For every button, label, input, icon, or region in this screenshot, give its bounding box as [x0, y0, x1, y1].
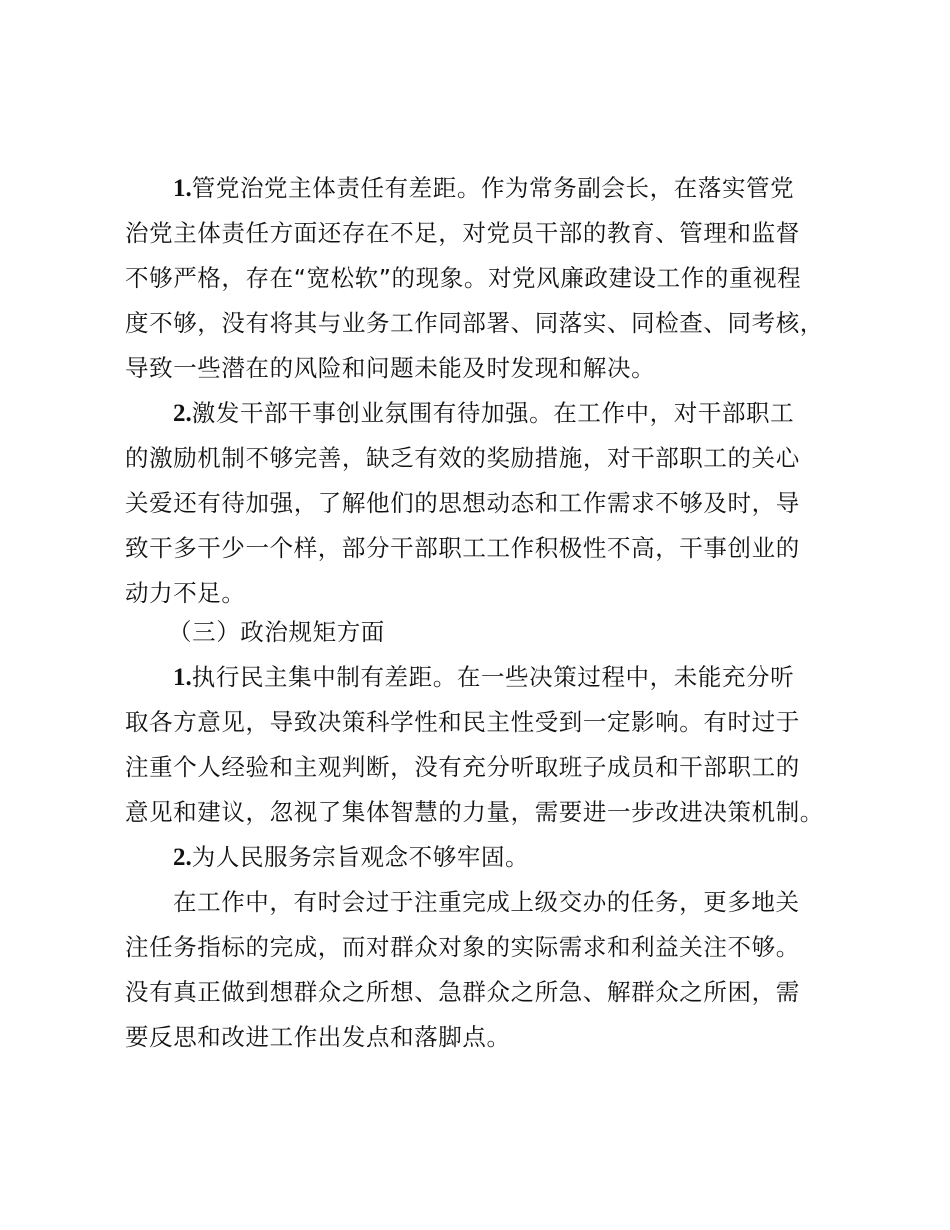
paragraph-5-line-3: 没有真正做到想群众之所想、急群众之所急、解群众之所困，需: [125, 978, 800, 1006]
paragraph-3-line-2: 取各方意见，导致决策科学性和民主性受到一定影响。有时过于: [125, 708, 800, 736]
paragraph-2-line-2: 的激励机制不够完善，缺乏有效的奖励措施，对干部职工的关心: [125, 444, 800, 472]
paragraph-2-line-3: 关爱还有待加强，了解他们的思想动态和工作需求不够及时，导: [125, 489, 800, 517]
paragraph-2-line-5: 动力不足。: [125, 579, 246, 607]
item-number: 2.: [173, 844, 192, 871]
section-heading: （三）政治规矩方面: [168, 618, 385, 646]
paragraph-2-line-1: 2.激发干部干事创业氛围有待加强。在工作中，对干部职工: [173, 399, 795, 427]
paragraph-1-line-4: 度不够，没有将其与业务工作同部署、同落实、同检查、同考核，: [125, 309, 824, 337]
paragraph-5-line-4: 要反思和改进工作出发点和落脚点。: [125, 1023, 511, 1051]
paragraph-1-line-3: 不够严格，存在“宽松软”的现象。对党风廉政建设工作的重视程: [125, 264, 802, 292]
paragraph-3-line-4: 意见和建议，忽视了集体智慧的力量，需要进一步改进决策机制。: [125, 798, 824, 826]
item-number: 2.: [173, 400, 192, 427]
paragraph-2-line-4: 致干多干少一个样，部分干部职工工作积极性不高，干事创业的: [125, 534, 800, 562]
paragraph-4-line-1: 2.为人民服务宗旨观念不够牢固。: [173, 843, 530, 871]
paragraph-3-line-3: 注重个人经验和主观判断，没有充分听取班子成员和干部职工的: [125, 753, 800, 781]
paragraph-3-line-1: 1.执行民主集中制有差距。在一些决策过程中，未能充分听: [173, 663, 795, 691]
item-number: 1.: [173, 175, 192, 202]
paragraph-1-line-2: 治党主体责任方面还存在不足，对党员干部的教育、管理和监督: [125, 219, 800, 247]
paragraph-5-line-2: 注任务指标的完成，而对群众对象的实际需求和利益关注不够。: [125, 933, 800, 961]
paragraph-5-line-1: 在工作中，有时会过于注重完成上级交办的任务，更多地关: [173, 888, 800, 916]
paragraph-1-line-5: 导致一些潜在的风险和问题未能及时发现和解决。: [125, 354, 656, 382]
item-number: 1.: [173, 664, 192, 691]
paragraph-1-line-1: 1.管党治党主体责任有差距。作为常务副会长，在落实管党: [173, 174, 795, 202]
